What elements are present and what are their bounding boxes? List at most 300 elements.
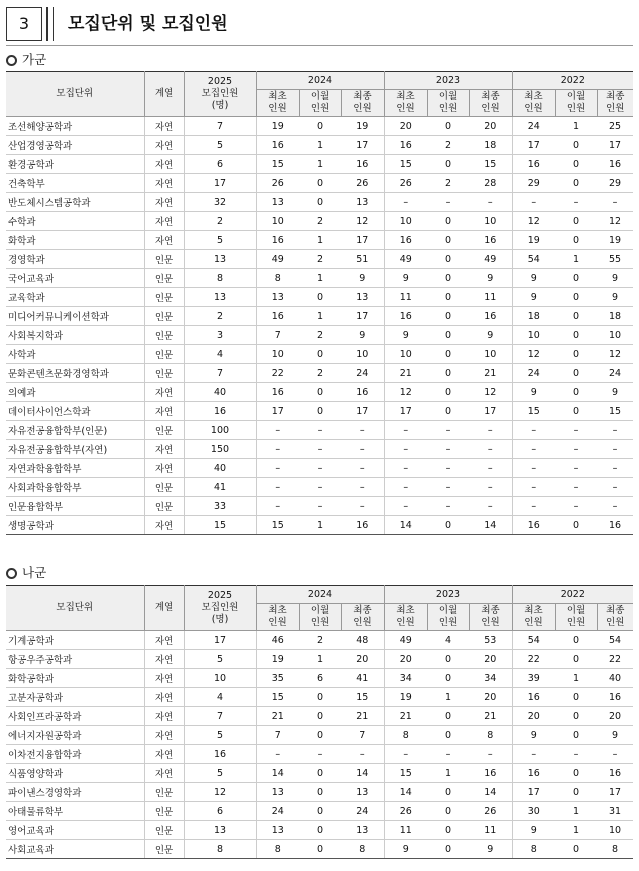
cell: 인문 bbox=[144, 478, 184, 497]
cell: 인문 bbox=[144, 288, 184, 307]
unit-name: 문화콘텐츠문화경영학과 bbox=[6, 364, 144, 383]
cell: 28 bbox=[469, 174, 512, 193]
cell: 9 bbox=[597, 726, 633, 745]
cell: 40 bbox=[184, 383, 256, 402]
cell: 16 bbox=[512, 516, 555, 535]
cell: 10 bbox=[469, 345, 512, 364]
cell: 31 bbox=[597, 802, 633, 821]
cell: 8 bbox=[469, 726, 512, 745]
cell: 49 bbox=[384, 250, 427, 269]
cell: 0 bbox=[427, 345, 469, 364]
cell: 0 bbox=[299, 193, 341, 212]
cell: – bbox=[256, 478, 299, 497]
cell: 0 bbox=[299, 764, 341, 783]
cell: 16 bbox=[256, 136, 299, 155]
cell: 인문 bbox=[144, 250, 184, 269]
cell: 13 bbox=[341, 193, 384, 212]
cell: 1 bbox=[427, 764, 469, 783]
col-track: 계열 bbox=[144, 72, 184, 117]
cell: 7 bbox=[256, 326, 299, 345]
cell: 0 bbox=[299, 802, 341, 821]
cell: 인문 bbox=[144, 269, 184, 288]
cell: 24 bbox=[512, 117, 555, 136]
table-row bbox=[6, 745, 633, 764]
cell: – bbox=[512, 745, 555, 764]
cell: 0 bbox=[299, 821, 341, 840]
cell: 4 bbox=[427, 631, 469, 650]
cell: 1 bbox=[555, 250, 597, 269]
unit-name: 건축학부 bbox=[6, 174, 144, 193]
unit-name: 미디어커뮤니케이션학과 bbox=[6, 307, 144, 326]
cell: 1 bbox=[299, 136, 341, 155]
cell: – bbox=[555, 193, 597, 212]
cell: 20 bbox=[469, 650, 512, 669]
cell: 24 bbox=[512, 364, 555, 383]
cell: 15 bbox=[256, 516, 299, 535]
cell: 0 bbox=[555, 840, 597, 859]
year-2025: 2025 bbox=[207, 76, 233, 87]
cell: 24 bbox=[341, 802, 384, 821]
cell: 0 bbox=[299, 383, 341, 402]
col-final: 최종 인원 bbox=[341, 604, 384, 631]
cell: 11 bbox=[469, 821, 512, 840]
cell: 1 bbox=[299, 155, 341, 174]
cell: – bbox=[384, 440, 427, 459]
cell: 29 bbox=[512, 174, 555, 193]
cell: 54 bbox=[597, 631, 633, 650]
cell: 0 bbox=[427, 307, 469, 326]
cell: 13 bbox=[256, 783, 299, 802]
table-row bbox=[6, 840, 633, 859]
cell: 12 bbox=[597, 345, 633, 364]
cell: 8 bbox=[512, 840, 555, 859]
cell: 26 bbox=[384, 174, 427, 193]
cell: 16 bbox=[184, 745, 256, 764]
cell: 자연 bbox=[144, 459, 184, 478]
cell: 16 bbox=[597, 155, 633, 174]
unit-name: 화학공학과 bbox=[6, 669, 144, 688]
cell: 21 bbox=[256, 707, 299, 726]
cell: 2 bbox=[299, 364, 341, 383]
cell: 9 bbox=[341, 269, 384, 288]
cell: – bbox=[256, 745, 299, 764]
unit-name: 경영학과 bbox=[6, 250, 144, 269]
cell: 0 bbox=[427, 821, 469, 840]
cell: 17 bbox=[341, 231, 384, 250]
cell: 14 bbox=[341, 764, 384, 783]
unit-name: 자유전공융합학부(인문) bbox=[6, 421, 144, 440]
cell: – bbox=[512, 421, 555, 440]
cell: 19 bbox=[384, 688, 427, 707]
cell: 15 bbox=[384, 764, 427, 783]
cell: 인문 bbox=[144, 326, 184, 345]
cell: – bbox=[256, 440, 299, 459]
col-final: 최종 인원 bbox=[597, 90, 633, 117]
cell: 1 bbox=[299, 307, 341, 326]
cell: – bbox=[555, 478, 597, 497]
cell: 12 bbox=[184, 783, 256, 802]
cell: 51 bbox=[341, 250, 384, 269]
cell: 0 bbox=[427, 250, 469, 269]
cell: 15 bbox=[384, 155, 427, 174]
cell: 1 bbox=[555, 802, 597, 821]
cell: 21 bbox=[384, 707, 427, 726]
cell: 22 bbox=[597, 650, 633, 669]
cell: 16 bbox=[341, 383, 384, 402]
cell: 0 bbox=[427, 707, 469, 726]
cell: 49 bbox=[256, 250, 299, 269]
cell: 자연 bbox=[144, 174, 184, 193]
table-row bbox=[6, 383, 633, 402]
cell: 30 bbox=[512, 802, 555, 821]
cell: 16 bbox=[384, 136, 427, 155]
cell: 0 bbox=[555, 383, 597, 402]
table-row bbox=[6, 783, 633, 802]
cell: 0 bbox=[555, 345, 597, 364]
cell: – bbox=[299, 421, 341, 440]
cell: 49 bbox=[469, 250, 512, 269]
cell: 1 bbox=[299, 231, 341, 250]
cell: 0 bbox=[555, 726, 597, 745]
cell: 21 bbox=[469, 707, 512, 726]
cell: 자연 bbox=[144, 212, 184, 231]
cell: 13 bbox=[256, 821, 299, 840]
cell: 16 bbox=[341, 155, 384, 174]
cell: 19 bbox=[512, 231, 555, 250]
cell: 5 bbox=[184, 726, 256, 745]
cell: 55 bbox=[597, 250, 633, 269]
cell: 0 bbox=[555, 174, 597, 193]
cell: 16 bbox=[469, 231, 512, 250]
cell: 13 bbox=[341, 821, 384, 840]
cell: – bbox=[341, 745, 384, 764]
table-row bbox=[6, 802, 633, 821]
cell: 13 bbox=[256, 288, 299, 307]
cell: 16 bbox=[597, 688, 633, 707]
cell: 0 bbox=[427, 212, 469, 231]
col-moved: 이월 인원 bbox=[555, 604, 597, 631]
year-2025: 2025 bbox=[207, 590, 233, 601]
cell: 7 bbox=[341, 726, 384, 745]
cell: 17 bbox=[597, 783, 633, 802]
cell: 16 bbox=[597, 764, 633, 783]
cell: 11 bbox=[384, 821, 427, 840]
cell: 인문 bbox=[144, 421, 184, 440]
cell: 9 bbox=[384, 269, 427, 288]
cell: 0 bbox=[555, 364, 597, 383]
cell: 0 bbox=[427, 802, 469, 821]
cell: – bbox=[512, 193, 555, 212]
cell: 46 bbox=[256, 631, 299, 650]
cell: 17 bbox=[512, 783, 555, 802]
col-initial: 최초 인원 bbox=[256, 604, 299, 631]
cell: – bbox=[427, 193, 469, 212]
cell: 0 bbox=[299, 402, 341, 421]
cell: 0 bbox=[299, 117, 341, 136]
cell: 9 bbox=[469, 269, 512, 288]
cell: 9 bbox=[597, 383, 633, 402]
cell: 13 bbox=[184, 250, 256, 269]
cell: 10 bbox=[384, 345, 427, 364]
unit-name: 산업경영공학과 bbox=[6, 136, 144, 155]
unit-name: 이차전지융합학과 bbox=[6, 745, 144, 764]
cell: 14 bbox=[384, 516, 427, 535]
cell: 16 bbox=[469, 307, 512, 326]
cell: 14 bbox=[256, 764, 299, 783]
col-moved: 이월 인원 bbox=[555, 90, 597, 117]
unit-name: 사회교육과 bbox=[6, 840, 144, 859]
cell: 9 bbox=[512, 269, 555, 288]
cell: 12 bbox=[341, 212, 384, 231]
cell: 14 bbox=[384, 783, 427, 802]
cell: 15 bbox=[341, 688, 384, 707]
cell: 0 bbox=[427, 669, 469, 688]
cell: – bbox=[299, 745, 341, 764]
cell: 19 bbox=[341, 117, 384, 136]
cell: 0 bbox=[555, 688, 597, 707]
cell: 1 bbox=[427, 688, 469, 707]
cell: 8 bbox=[184, 840, 256, 859]
cell: 0 bbox=[555, 288, 597, 307]
unit-name: 생명공학과 bbox=[6, 516, 144, 535]
cell: – bbox=[469, 497, 512, 516]
unit-name: 사학과 bbox=[6, 345, 144, 364]
unit-name: 사회인프라공학과 bbox=[6, 707, 144, 726]
cell: 0 bbox=[427, 383, 469, 402]
cell: – bbox=[512, 440, 555, 459]
cell: – bbox=[299, 478, 341, 497]
cell: 0 bbox=[299, 840, 341, 859]
cell: 24 bbox=[341, 364, 384, 383]
cell: 0 bbox=[299, 707, 341, 726]
cell: 29 bbox=[597, 174, 633, 193]
table-row bbox=[6, 269, 633, 288]
cell: 9 bbox=[469, 840, 512, 859]
cell: – bbox=[555, 459, 597, 478]
cell: 18 bbox=[469, 136, 512, 155]
cell: 4 bbox=[184, 345, 256, 364]
cell: 인문 bbox=[144, 783, 184, 802]
cell: – bbox=[427, 745, 469, 764]
cell: 20 bbox=[384, 117, 427, 136]
cell: 16 bbox=[341, 516, 384, 535]
cell: 10 bbox=[341, 345, 384, 364]
cell: 2 bbox=[427, 136, 469, 155]
cell: 100 bbox=[184, 421, 256, 440]
cell: 32 bbox=[184, 193, 256, 212]
unit-name: 자유전공융합학부(자연) bbox=[6, 440, 144, 459]
cell: 3 bbox=[184, 326, 256, 345]
cell: – bbox=[427, 421, 469, 440]
cell: 1 bbox=[555, 821, 597, 840]
cell: – bbox=[299, 497, 341, 516]
table-row bbox=[6, 288, 633, 307]
unit-name: 항공우주공학과 bbox=[6, 650, 144, 669]
table-row bbox=[6, 174, 633, 193]
cell: 5 bbox=[184, 231, 256, 250]
table-row bbox=[6, 212, 633, 231]
section-number: 3 bbox=[6, 7, 42, 41]
cell: 17 bbox=[256, 402, 299, 421]
cell: 17 bbox=[469, 402, 512, 421]
cell: 12 bbox=[469, 383, 512, 402]
cell: 2 bbox=[299, 250, 341, 269]
col-initial: 최초 인원 bbox=[384, 90, 427, 117]
cell: – bbox=[555, 421, 597, 440]
table-row bbox=[6, 326, 633, 345]
cell: 자연 bbox=[144, 764, 184, 783]
cell: 9 bbox=[384, 326, 427, 345]
unit-name: 파이낸스경영학과 bbox=[6, 783, 144, 802]
col-moved: 이월 인원 bbox=[427, 604, 469, 631]
table-row bbox=[6, 726, 633, 745]
cell: 17 bbox=[184, 174, 256, 193]
cell: – bbox=[299, 440, 341, 459]
cell: 자연 bbox=[144, 402, 184, 421]
cell: – bbox=[555, 745, 597, 764]
cell: 15 bbox=[469, 155, 512, 174]
cell: – bbox=[427, 497, 469, 516]
cell: 자연 bbox=[144, 440, 184, 459]
cell: 9 bbox=[512, 726, 555, 745]
cell: 19 bbox=[256, 117, 299, 136]
cell: 자연 bbox=[144, 631, 184, 650]
cell: 0 bbox=[555, 402, 597, 421]
unit-name: 교육학과 bbox=[6, 288, 144, 307]
table-row bbox=[6, 250, 633, 269]
cell: 0 bbox=[555, 783, 597, 802]
table-row bbox=[6, 421, 633, 440]
cell: 0 bbox=[555, 307, 597, 326]
quota-label: 모집인원 (명) bbox=[201, 88, 239, 111]
cell: 21 bbox=[469, 364, 512, 383]
cell: 0 bbox=[555, 136, 597, 155]
unit-name: 조선해양공학과 bbox=[6, 117, 144, 136]
cell: 19 bbox=[597, 231, 633, 250]
cell: – bbox=[597, 459, 633, 478]
cell: 53 bbox=[469, 631, 512, 650]
cell: 17 bbox=[341, 402, 384, 421]
col-2025 bbox=[184, 72, 256, 117]
unit-name: 고분자공학과 bbox=[6, 688, 144, 707]
cell: 13 bbox=[184, 288, 256, 307]
table-row bbox=[6, 231, 633, 250]
cell: 12 bbox=[512, 212, 555, 231]
cell: – bbox=[512, 497, 555, 516]
cell: 16 bbox=[512, 155, 555, 174]
cell: 22 bbox=[256, 364, 299, 383]
cell: 2 bbox=[184, 212, 256, 231]
cell: 7 bbox=[184, 117, 256, 136]
cell: 자연 bbox=[144, 650, 184, 669]
table-row bbox=[6, 764, 633, 783]
cell: – bbox=[256, 497, 299, 516]
header-row-years bbox=[6, 72, 633, 90]
table-row bbox=[6, 669, 633, 688]
cell: 0 bbox=[427, 783, 469, 802]
cell: 33 bbox=[184, 497, 256, 516]
cell: 0 bbox=[427, 402, 469, 421]
cell: 자연 bbox=[144, 669, 184, 688]
cell: – bbox=[512, 478, 555, 497]
unit-name: 영어교육과 bbox=[6, 821, 144, 840]
table-row bbox=[6, 364, 633, 383]
unit-name: 반도체시스템공학과 bbox=[6, 193, 144, 212]
cell: 34 bbox=[384, 669, 427, 688]
col-unit: 모집단위 bbox=[6, 72, 144, 117]
cell: 자연 bbox=[144, 516, 184, 535]
cell: 5 bbox=[184, 764, 256, 783]
cell: 8 bbox=[341, 840, 384, 859]
cell: 1 bbox=[555, 117, 597, 136]
cell: 16 bbox=[512, 764, 555, 783]
cell: 0 bbox=[427, 650, 469, 669]
cell: 9 bbox=[597, 288, 633, 307]
cell: 19 bbox=[256, 650, 299, 669]
cell: 9 bbox=[469, 326, 512, 345]
cell: – bbox=[469, 459, 512, 478]
table-row bbox=[6, 117, 633, 136]
cell: 10 bbox=[469, 212, 512, 231]
cell: 0 bbox=[427, 117, 469, 136]
cell: 6 bbox=[184, 802, 256, 821]
cell: 16 bbox=[512, 688, 555, 707]
col-final: 최종 인원 bbox=[597, 604, 633, 631]
cell: 12 bbox=[597, 212, 633, 231]
cell: 10 bbox=[256, 212, 299, 231]
cell: – bbox=[341, 459, 384, 478]
cell: 13 bbox=[341, 288, 384, 307]
cell: 인문 bbox=[144, 497, 184, 516]
cell: 자연 bbox=[144, 193, 184, 212]
unit-name: 화학과 bbox=[6, 231, 144, 250]
cell: 인문 bbox=[144, 364, 184, 383]
cell: 16 bbox=[469, 764, 512, 783]
cell: 0 bbox=[299, 783, 341, 802]
cell: 40 bbox=[597, 669, 633, 688]
cell: 8 bbox=[256, 840, 299, 859]
col-unit: 모집단위 bbox=[6, 586, 144, 631]
cell: 0 bbox=[555, 650, 597, 669]
cell: – bbox=[384, 497, 427, 516]
cell: 40 bbox=[184, 459, 256, 478]
cell: 8 bbox=[384, 726, 427, 745]
cell: 0 bbox=[555, 516, 597, 535]
cell: 자연 bbox=[144, 726, 184, 745]
cell: 9 bbox=[512, 288, 555, 307]
cell: 16 bbox=[597, 516, 633, 535]
cell: – bbox=[555, 497, 597, 516]
cell: 26 bbox=[341, 174, 384, 193]
cell: 16 bbox=[256, 307, 299, 326]
cell: 20 bbox=[341, 650, 384, 669]
cell: 20 bbox=[597, 707, 633, 726]
col-2025 bbox=[184, 586, 256, 631]
cell: 10 bbox=[184, 669, 256, 688]
cell: 7 bbox=[184, 707, 256, 726]
cell: 20 bbox=[469, 688, 512, 707]
col-year-2023: 2023 bbox=[384, 586, 512, 604]
table-row bbox=[6, 402, 633, 421]
cell: 20 bbox=[469, 117, 512, 136]
cell: 5 bbox=[184, 650, 256, 669]
cell: – bbox=[384, 745, 427, 764]
cell: 0 bbox=[299, 174, 341, 193]
cell: – bbox=[384, 421, 427, 440]
cell: 16 bbox=[384, 307, 427, 326]
cell: – bbox=[341, 440, 384, 459]
cell: 6 bbox=[184, 155, 256, 174]
